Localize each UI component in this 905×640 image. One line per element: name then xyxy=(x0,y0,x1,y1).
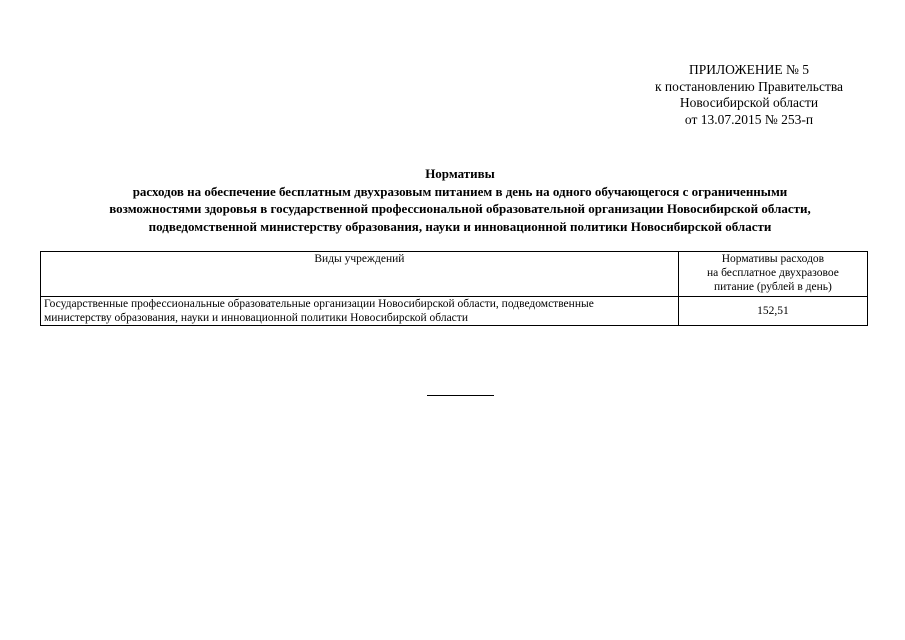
header-norm-line-2: на бесплатное двухразовое xyxy=(706,267,839,279)
title-line-1: расходов на обеспечение бесплатным двухразовым питанием в день на одного обучающегося с ограниченными xyxy=(132,183,788,199)
appendix-number: ПРИЛОЖЕНИЕ № 5 xyxy=(688,62,810,77)
end-divider xyxy=(427,395,494,396)
cell-institution xyxy=(41,297,679,326)
header-institution-type-label: Виды учреждений xyxy=(314,253,405,265)
appendix-date-number: от 13.07.2015 № 253-п xyxy=(684,111,814,127)
document-title xyxy=(20,165,900,235)
title-line-2: возможностями здоровья в государственной профессиональной образовательной организации Новосибирской области, xyxy=(109,201,811,216)
header-institution-type xyxy=(41,252,679,297)
header-norm-line-3: питание (рублей в день) xyxy=(713,281,832,293)
header-norm xyxy=(678,252,867,297)
appendix-header xyxy=(630,62,868,128)
appendix-region: Новосибирской области xyxy=(679,95,819,110)
table-row xyxy=(41,297,868,326)
table-header-row xyxy=(41,252,868,297)
title-line-3: подведомственной министерству образования, науки и инновационной политики Новосибирской области xyxy=(148,218,772,234)
cell-institution-line-2: министерству образования, науки и инновационной политики Новосибирской области xyxy=(44,312,468,324)
cell-institution-line-1: Государственные профессиональные образовательные организации Новосибирской области, подведомственные xyxy=(44,298,594,310)
title-heading: Нормативы xyxy=(425,166,495,181)
norms-table xyxy=(40,251,868,326)
cell-norm-value xyxy=(678,297,867,326)
header-norm-line-1: Нормативы расходов xyxy=(721,253,825,265)
norm-value: 152,51 xyxy=(757,305,789,317)
appendix-reference: к постановлению Правительства xyxy=(654,78,844,94)
